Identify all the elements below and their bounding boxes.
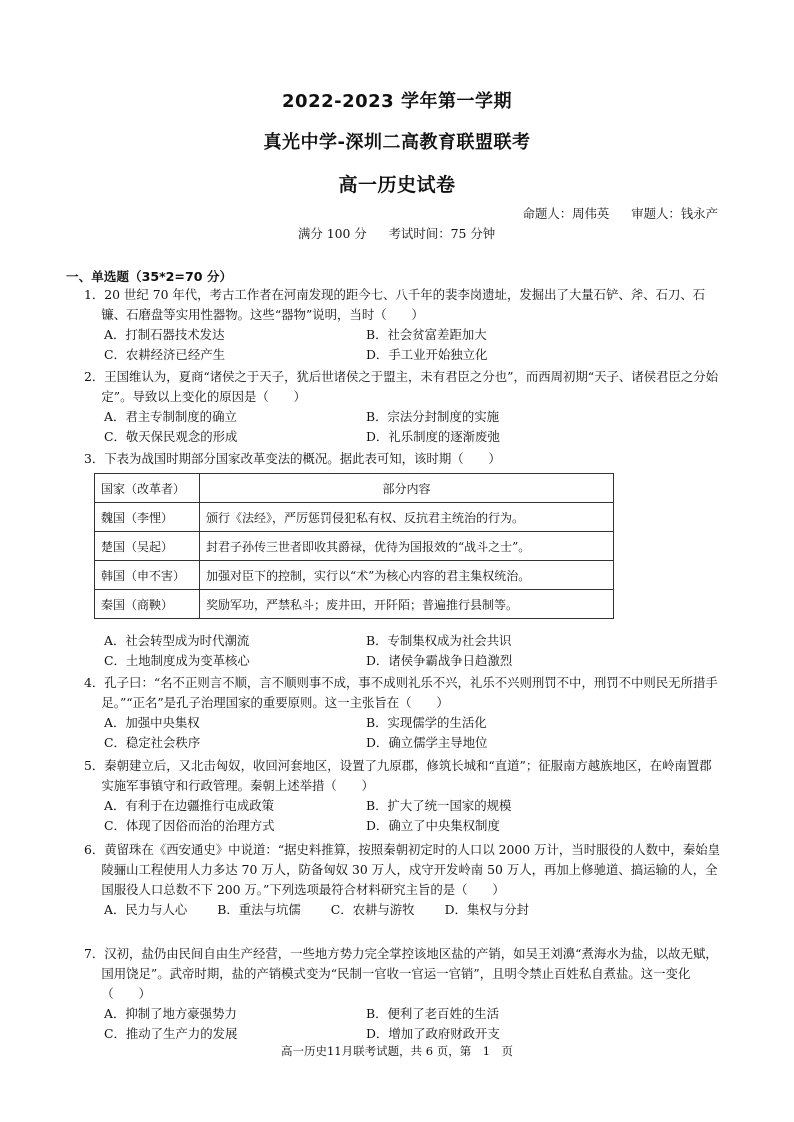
- table-cell: 魏国（李悝）: [95, 503, 200, 532]
- option-c[interactable]: C．农耕与游牧: [330, 902, 415, 917]
- table-row: [95, 590, 614, 619]
- question-2: [84, 367, 724, 447]
- question-1: [84, 285, 724, 365]
- question-stem: 6．黄留珠在《西安通史》中说道：“据史料推算，按照秦朝初定时的人口以 2000 万计，当时服役的人数中，秦始皇陵骊山工程使用人力多达 70 万人，防备匈奴 30 万人，戍守开发岭南 50 万人，再加上修驰道、搞运输的人，全国服役人口总数不下 200 万。”下列选项最符合材料研究主旨的是（ ）: [84, 842, 720, 897]
- option-c[interactable]: C．稳定社会秩序: [104, 735, 201, 750]
- question-6: [84, 840, 724, 920]
- option-a[interactable]: A．打制石器技术发达: [104, 327, 225, 342]
- option-c[interactable]: C．敬天保民观念的形成: [104, 429, 238, 444]
- full-score: 满分 100 分: [298, 226, 367, 241]
- option-b[interactable]: B．专制集权成为社会共识: [366, 633, 512, 648]
- exam-alliance-title: 真光中学-深圳二高教育联盟联考: [263, 132, 531, 153]
- question-7: [84, 944, 724, 1044]
- question-stem: 3．下表为战国时期部分国家改革变法的概况。据此表可知，该时期（ ）: [84, 451, 501, 466]
- option-a[interactable]: A．民力与人心: [104, 902, 188, 917]
- option-b[interactable]: B．重法与坑儒: [217, 902, 301, 917]
- table-cell: 秦国（商鞅）: [95, 590, 200, 619]
- exam-term-title: 2022-2023 学年第一学期: [282, 91, 512, 112]
- option-d[interactable]: D．增加了政府财政开支: [366, 1026, 500, 1041]
- option-c[interactable]: C．土地制度成为变革核心: [104, 653, 250, 668]
- table-cell: 封君子孙传三世者即收其爵禄，优待为国报效的“战斗之士”。: [200, 532, 614, 561]
- question-4: [84, 673, 724, 753]
- option-b[interactable]: B．扩大了统一国家的规模: [366, 798, 512, 813]
- option-d[interactable]: D．礼乐制度的逐渐废弛: [366, 429, 500, 444]
- question-stem: 5．秦朝建立后，又北击匈奴，收回河套地区，设置了九原郡，修筑长城和“直道”；征服南方越族地区，在岭南置郡实施军事镇守和行政管理。秦朝上述举措（ ）: [84, 758, 712, 793]
- question-stem: 7．汉初，盐仍由民间自由生产经营，一些地方势力完全掌控该地区盐的产销，如吴王刘濞“煮海水为盐，以故无赋，国用饶足”。武帝时期，盐的产销模式变为“民制一官收一官运一官销”，且明令禁止百姓私自煮盐。这一变化（ ）: [84, 946, 718, 1001]
- author-line: [505, 204, 718, 222]
- page-footer: 高一历史11月联考试题，共 6 页，第 1 页: [280, 1044, 514, 1058]
- option-a[interactable]: A．社会转型成为时代潮流: [104, 633, 250, 648]
- table-header-cell: 国家（改革者）: [95, 474, 200, 503]
- table-row: [95, 532, 614, 561]
- option-d[interactable]: D．集权与分封: [444, 902, 529, 917]
- option-c[interactable]: C．推动了生产力的发展: [104, 1026, 238, 1041]
- option-list: [84, 631, 724, 671]
- question-3-options: [84, 631, 724, 671]
- option-b[interactable]: B．社会贫富差距加大: [366, 327, 487, 342]
- option-list: [84, 407, 724, 447]
- table-row: [95, 561, 614, 590]
- table-header-row: [95, 474, 614, 503]
- option-b[interactable]: B．宗法分封制度的实施: [366, 409, 500, 424]
- table-cell: 奖励军功，严禁私斗；废井田，开阡陌；普遍推行县制等。: [200, 590, 614, 619]
- option-list: [84, 796, 724, 836]
- question-5: [84, 756, 724, 836]
- option-b[interactable]: B．便利了老百姓的生活: [366, 1006, 500, 1021]
- option-c[interactable]: C．体现了因俗而治的治理方式: [104, 818, 275, 833]
- table-header-cell: 部分内容: [200, 474, 614, 503]
- option-a[interactable]: A．有利于在边疆推行屯成政策: [104, 798, 275, 813]
- question-stem: 4．孔子曰：“名不正则言不顺，言不顺则事不成，事不成则礼乐不兴，礼乐不兴则刑罚不中，刑罚不中则民无所措手足。”“正名”是孔子治理国家的重要原则。这一主张旨在（ ）: [84, 675, 718, 710]
- table-cell: 楚国（吴起）: [95, 532, 200, 561]
- exam-subject-title: 高一历史试卷: [338, 174, 456, 196]
- option-b[interactable]: B．实现儒学的生活化: [366, 715, 487, 730]
- option-a[interactable]: A．抑制了地方豪强势力: [104, 1006, 237, 1021]
- table-cell: 加强对臣下的控制，实行以“术”为核心内容的君主集权统治。: [200, 561, 614, 590]
- option-a[interactable]: A．加强中央集权: [104, 715, 200, 730]
- option-a[interactable]: A．君主专制制度的确立: [104, 409, 237, 424]
- question-3: [84, 449, 724, 469]
- reviewer: 审题人：钱永产: [631, 206, 718, 221]
- option-c[interactable]: C．农耕经济已经产生: [104, 347, 225, 362]
- option-list: [84, 713, 724, 753]
- score-time-line: [298, 224, 495, 242]
- option-d[interactable]: D．确立了中央集权制度: [366, 818, 500, 833]
- table-row: [95, 503, 614, 532]
- option-d[interactable]: D．诸侯争霸战争日趋激烈: [366, 653, 513, 668]
- option-list: [84, 1004, 724, 1044]
- exam-time: 考试时间：75 分钟: [388, 226, 496, 241]
- option-d[interactable]: D．确立儒学主导地位: [366, 735, 488, 750]
- author: 命题人：周伟英: [522, 206, 610, 221]
- option-list: [84, 900, 724, 920]
- option-list: [84, 325, 724, 365]
- section-title: 一、单选题（35*2=70 分）: [66, 269, 233, 284]
- question-stem: 2．王国维认为，夏商“诸侯之于天子，犹后世诸侯之于盟主，未有君臣之分也”，而西周初期“天子、诸侯君臣之分始定”。导致以上变化的原因是（ ）: [84, 369, 719, 404]
- table-cell: 韩国（申不害）: [95, 561, 200, 590]
- option-d[interactable]: D．手工业开始独立化: [366, 347, 488, 362]
- reform-table: [94, 473, 614, 619]
- question-stem: 1．20 世纪 70 年代，考古工作者在河南发现的距今七、八千年的裴李岗遗址，发掘出了大量石铲、斧、石刀、石镰、石磨盘等实用性器物。这些“器物”说明，当时（ ）: [84, 287, 706, 322]
- table-cell: 颁行《法经》，严厉惩罚侵犯私有权、反抗君主统治的行为。: [200, 503, 614, 532]
